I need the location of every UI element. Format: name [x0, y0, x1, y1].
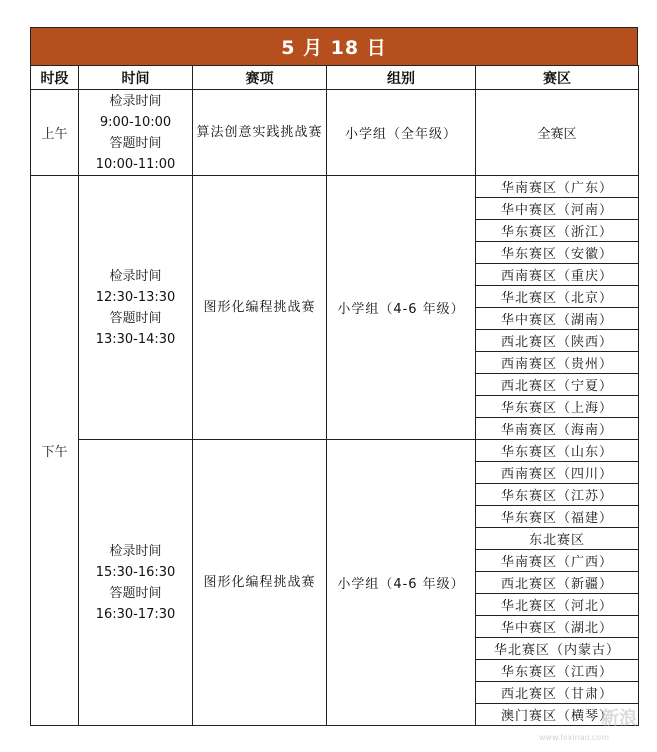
- region-cell: 澳门赛区（横琴）: [476, 704, 639, 726]
- region-cell: 西北赛区（陕西）: [476, 330, 639, 352]
- region-cell: 西南赛区（四川）: [476, 462, 639, 484]
- header-period: 时段: [31, 66, 79, 90]
- morning-time-line: 9:00-10:00: [99, 114, 172, 130]
- time-line: 检录时间: [109, 268, 162, 284]
- time-line: 答题时间: [109, 310, 162, 326]
- afternoon-block2-event: 图形化编程挑战赛: [193, 440, 327, 726]
- morning-group: 小学组（全年级）: [327, 90, 476, 176]
- afternoon-block1-time: [79, 176, 193, 440]
- region-cell: 华中赛区（湖南）: [476, 308, 639, 330]
- header-event: 赛项: [193, 66, 327, 90]
- afternoon-block1-event: 图形化编程挑战赛: [193, 176, 327, 440]
- morning-region: 全赛区: [476, 90, 639, 176]
- region-cell: 华北赛区（内蒙古）: [476, 638, 639, 660]
- region-cell: 华中赛区（湖北）: [476, 616, 639, 638]
- region-cell: 西北赛区（宁夏）: [476, 374, 639, 396]
- region-cell: 华南赛区（广东）: [476, 176, 639, 198]
- afternoon-block2-group: 小学组（4-6 年级）: [327, 440, 476, 726]
- region-cell: 西南赛区（重庆）: [476, 264, 639, 286]
- region-row: [31, 176, 639, 198]
- morning-time-line: 10:00-11:00: [95, 156, 176, 172]
- watermark-logo: 新浪: [601, 708, 637, 729]
- region-cell: 华东赛区（江苏）: [476, 484, 639, 506]
- schedule-table: [30, 65, 639, 726]
- region-cell: 华中赛区（河南）: [476, 198, 639, 220]
- region-cell: 华东赛区（浙江）: [476, 220, 639, 242]
- watermark-url: www.hixinao.com: [538, 733, 609, 742]
- morning-row: [31, 90, 639, 176]
- region-cell: 华东赛区（山东）: [476, 440, 639, 462]
- time-line: 检录时间: [109, 543, 162, 559]
- region-cell: 华东赛区（上海）: [476, 396, 639, 418]
- morning-time-line: 答题时间: [109, 135, 162, 151]
- header-region: 赛区: [476, 66, 639, 90]
- region-row: [31, 440, 639, 462]
- region-cell: 华东赛区（安徽）: [476, 242, 639, 264]
- region-cell: 西北赛区（甘肃）: [476, 682, 639, 704]
- time-line: 12:30-13:30: [95, 289, 176, 305]
- afternoon-block2-time: [79, 440, 193, 726]
- region-cell: 华南赛区（海南）: [476, 418, 639, 440]
- header-group: 组别: [327, 66, 476, 90]
- afternoon-block1-group: 小学组（4-6 年级）: [327, 176, 476, 440]
- morning-time: [79, 90, 193, 176]
- time-line: 15:30-16:30: [95, 564, 176, 580]
- region-cell: 华北赛区（河北）: [476, 594, 639, 616]
- date-banner: 5 月 18 日: [30, 27, 638, 65]
- header-row: [31, 66, 639, 90]
- header-time: 时间: [79, 66, 193, 90]
- morning-time-line: 检录时间: [109, 93, 162, 109]
- region-cell: 西南赛区（贵州）: [476, 352, 639, 374]
- region-cell: 华北赛区（北京）: [476, 286, 639, 308]
- time-line: 答题时间: [109, 585, 162, 601]
- region-cell: 华东赛区（江西）: [476, 660, 639, 682]
- time-line: 13:30-14:30: [95, 331, 176, 347]
- region-cell: 东北赛区: [476, 528, 639, 550]
- region-cell: 华东赛区（福建）: [476, 506, 639, 528]
- time-line: 16:30-17:30: [95, 606, 176, 622]
- morning-event: 算法创意实践挑战赛: [193, 90, 327, 176]
- afternoon-period: 下午: [31, 176, 79, 726]
- region-cell: 华南赛区（广西）: [476, 550, 639, 572]
- morning-period: 上午: [31, 90, 79, 176]
- region-cell: 西北赛区（新疆）: [476, 572, 639, 594]
